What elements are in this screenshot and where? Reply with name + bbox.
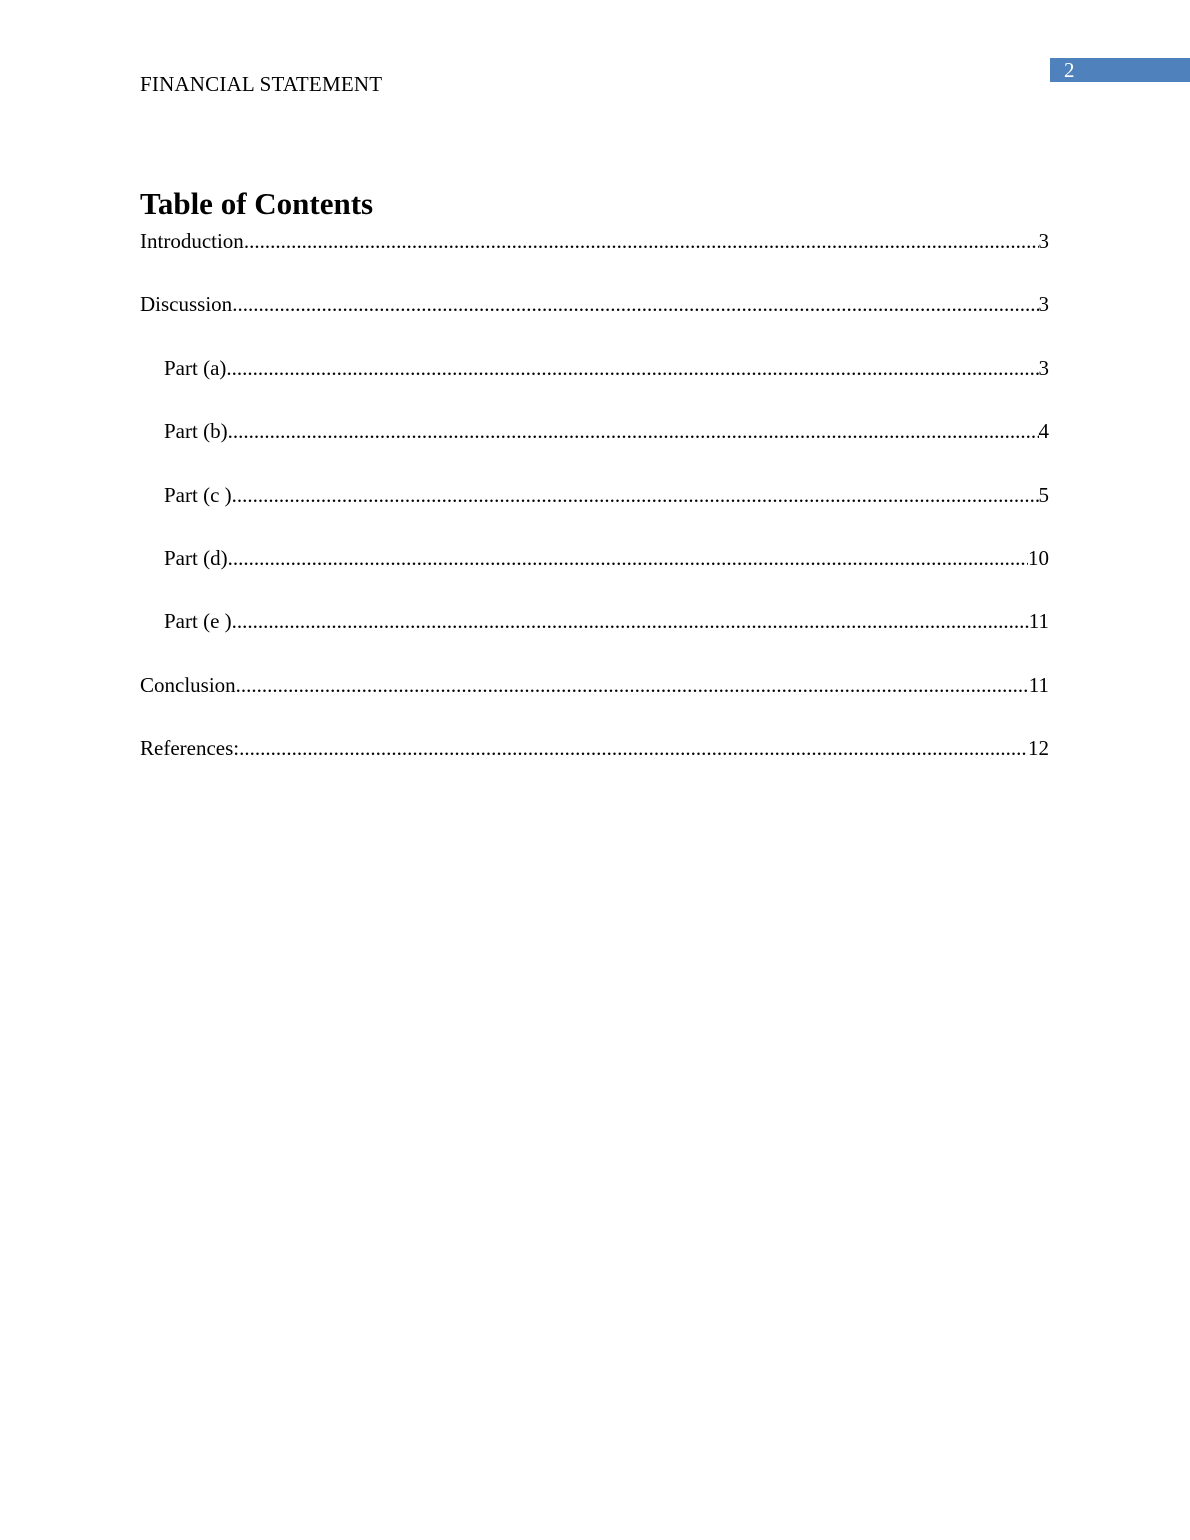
toc-entry-part-d[interactable]: [140, 545, 1049, 608]
toc-entry-label: Part (a): [164, 355, 227, 380]
toc-entry-page: 12: [1028, 736, 1049, 761]
dot-leader: [228, 418, 1039, 444]
toc-entry-label: Discussion: [140, 292, 233, 317]
toc-entry-page: 10: [1028, 545, 1049, 570]
toc-entry-part-e[interactable]: [140, 608, 1049, 671]
toc-entry-references[interactable]: [140, 735, 1049, 798]
dot-leader: [226, 355, 1038, 381]
toc-entry-page: 11: [1028, 609, 1049, 634]
toc-entry-page: 4: [1038, 419, 1049, 444]
dot-leader: [239, 735, 1028, 761]
toc-entry-discussion[interactable]: [140, 291, 1049, 354]
running-header-title: FINANCIAL STATEMENT: [140, 72, 383, 96]
toc-entry-introduction[interactable]: [140, 228, 1049, 291]
toc-entry-page: 5: [1038, 482, 1049, 507]
toc-entry-label: References:: [140, 736, 240, 761]
toc-entry-part-b[interactable]: [140, 418, 1049, 481]
toc-entry-label: Part (e ): [164, 609, 232, 634]
toc-entry-label: Part (d): [164, 545, 228, 570]
dot-leader: [244, 228, 1039, 254]
page-number: 2: [1064, 58, 1075, 82]
page-number-badge: [1050, 58, 1190, 82]
toc-entry-page: 11: [1028, 672, 1049, 697]
toc-entry-label: Introduction: [140, 229, 244, 253]
toc-entry-label: Part (c ): [164, 482, 232, 507]
toc-entry-conclusion[interactable]: [140, 672, 1049, 735]
toc-heading: Table of Contents: [140, 186, 374, 221]
toc-entry-page: 3: [1038, 292, 1049, 317]
toc-list: [140, 228, 1049, 799]
dot-leader: [228, 545, 1028, 571]
toc-entry-part-c[interactable]: [140, 482, 1049, 545]
toc-entry-label: Conclusion: [140, 672, 236, 697]
toc-entry-page: 3: [1038, 355, 1049, 380]
dot-leader: [232, 482, 1039, 508]
dot-leader: [232, 608, 1029, 634]
dot-leader: [236, 672, 1029, 698]
toc-entry-page: 3: [1038, 229, 1049, 253]
toc-entry-part-a[interactable]: [140, 355, 1049, 418]
toc-entry-label: Part (b): [164, 419, 228, 444]
dot-leader: [232, 291, 1038, 317]
